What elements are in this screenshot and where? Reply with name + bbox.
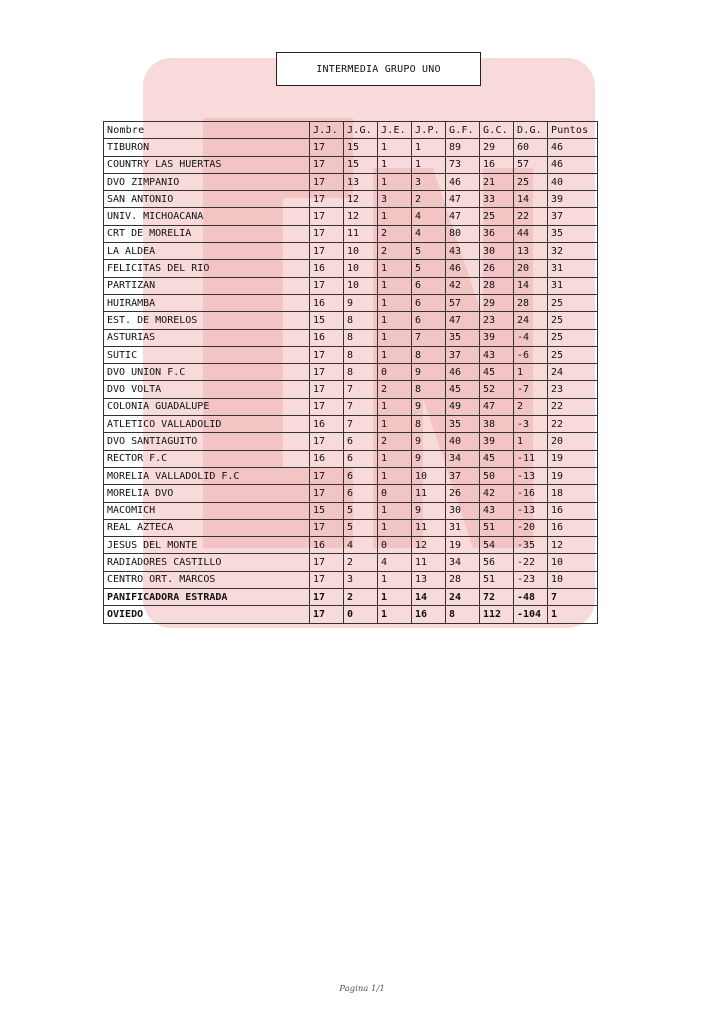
stat-cell: 31 — [548, 277, 598, 294]
stat-cell: 1 — [378, 208, 412, 225]
table-row — [104, 554, 598, 571]
stat-cell: 2 — [378, 225, 412, 242]
stat-cell: 72 — [480, 589, 514, 606]
stat-cell: -35 — [514, 537, 548, 554]
team-name-cell: PANIFICADORA ESTRADA — [104, 589, 310, 606]
stat-cell: 35 — [446, 416, 480, 433]
team-name-cell: DVO SANTIAGUITO — [104, 433, 310, 450]
stat-cell: 28 — [446, 571, 480, 588]
stat-cell: 32 — [548, 243, 598, 260]
stat-cell: 6 — [412, 277, 446, 294]
stat-cell: 30 — [446, 502, 480, 519]
stat-cell: 12 — [344, 191, 378, 208]
standings-table — [103, 121, 598, 624]
stat-cell: 31 — [446, 519, 480, 536]
stat-cell: 14 — [514, 191, 548, 208]
stat-cell: 10 — [548, 571, 598, 588]
stat-cell: 46 — [446, 173, 480, 190]
stat-cell: 73 — [446, 156, 480, 173]
stat-cell: 17 — [310, 589, 344, 606]
stat-cell: 25 — [480, 208, 514, 225]
stat-cell: 47 — [446, 312, 480, 329]
stat-cell: 40 — [548, 173, 598, 190]
stat-cell: -11 — [514, 450, 548, 467]
stat-cell: 6 — [412, 294, 446, 311]
stat-cell: 17 — [310, 606, 344, 623]
stat-cell: 22 — [548, 398, 598, 415]
column-header: Puntos — [548, 122, 598, 139]
stat-cell: 0 — [378, 364, 412, 381]
stat-cell: 13 — [514, 243, 548, 260]
stat-cell: 60 — [514, 139, 548, 156]
table-body — [104, 139, 598, 623]
stat-cell: 1 — [378, 450, 412, 467]
stat-cell: 16 — [480, 156, 514, 173]
stat-cell: -3 — [514, 416, 548, 433]
stat-cell: 7 — [412, 329, 446, 346]
stat-cell: 7 — [344, 381, 378, 398]
stat-cell: -48 — [514, 589, 548, 606]
stat-cell: 1 — [412, 156, 446, 173]
stat-cell: 13 — [412, 571, 446, 588]
stat-cell: 1 — [378, 502, 412, 519]
table-row — [104, 398, 598, 415]
stat-cell: 17 — [310, 225, 344, 242]
stat-cell: 17 — [310, 346, 344, 363]
stat-cell: 24 — [548, 364, 598, 381]
stat-cell: 9 — [412, 502, 446, 519]
stat-cell: -20 — [514, 519, 548, 536]
stat-cell: 22 — [514, 208, 548, 225]
stat-cell: 38 — [480, 416, 514, 433]
table-row — [104, 329, 598, 346]
stat-cell: 46 — [446, 364, 480, 381]
table-row — [104, 433, 598, 450]
stat-cell: 10 — [344, 260, 378, 277]
stat-cell: 89 — [446, 139, 480, 156]
stat-cell: 11 — [412, 485, 446, 502]
stat-cell: 45 — [480, 450, 514, 467]
stat-cell: 56 — [480, 554, 514, 571]
stat-cell: 21 — [480, 173, 514, 190]
stat-cell: 17 — [310, 467, 344, 484]
stat-cell: 0 — [378, 537, 412, 554]
stat-cell: -4 — [514, 329, 548, 346]
team-name-cell: HUIRAMBA — [104, 294, 310, 311]
stat-cell: 1 — [378, 294, 412, 311]
stat-cell: 30 — [480, 243, 514, 260]
stat-cell: 2 — [344, 589, 378, 606]
stat-cell: 24 — [514, 312, 548, 329]
stat-cell: 17 — [310, 208, 344, 225]
stat-cell: 5 — [344, 502, 378, 519]
stat-cell: 8 — [344, 346, 378, 363]
stat-cell: 51 — [480, 519, 514, 536]
stat-cell: 4 — [412, 225, 446, 242]
stat-cell: 112 — [480, 606, 514, 623]
team-name-cell: LA ALDEA — [104, 243, 310, 260]
stat-cell: 10 — [548, 554, 598, 571]
stat-cell: -16 — [514, 485, 548, 502]
stat-cell: 45 — [480, 364, 514, 381]
table-row — [104, 416, 598, 433]
table-row — [104, 381, 598, 398]
stat-cell: 12 — [548, 537, 598, 554]
team-name-cell: DVO ZIMPANIO — [104, 173, 310, 190]
stat-cell: 17 — [310, 243, 344, 260]
stat-cell: 1 — [378, 467, 412, 484]
stat-cell: 1 — [378, 416, 412, 433]
stat-cell: 15 — [344, 139, 378, 156]
team-name-cell: EST. DE MORELOS — [104, 312, 310, 329]
stat-cell: 2 — [514, 398, 548, 415]
stat-cell: 35 — [548, 225, 598, 242]
stat-cell: 49 — [446, 398, 480, 415]
stat-cell: 17 — [310, 433, 344, 450]
stat-cell: 11 — [344, 225, 378, 242]
stat-cell: 0 — [378, 485, 412, 502]
stat-cell: 1 — [378, 606, 412, 623]
stat-cell: 16 — [310, 329, 344, 346]
column-header: J.E. — [378, 122, 412, 139]
table-row — [104, 364, 598, 381]
stat-cell: 17 — [310, 554, 344, 571]
team-name-cell: ASTURIAS — [104, 329, 310, 346]
stat-cell: 2 — [378, 243, 412, 260]
table-row — [104, 537, 598, 554]
column-header: J.P. — [412, 122, 446, 139]
table-row — [104, 173, 598, 190]
column-header: J.J. — [310, 122, 344, 139]
stat-cell: 37 — [446, 467, 480, 484]
stat-cell: 0 — [344, 606, 378, 623]
team-name-cell: TIBURON — [104, 139, 310, 156]
stat-cell: 10 — [412, 467, 446, 484]
column-header: G.F. — [446, 122, 480, 139]
stat-cell: 15 — [310, 312, 344, 329]
stat-cell: 45 — [446, 381, 480, 398]
stat-cell: -23 — [514, 571, 548, 588]
stat-cell: 42 — [480, 485, 514, 502]
stat-cell: 1 — [378, 312, 412, 329]
stat-cell: 16 — [412, 606, 446, 623]
team-name-cell: JESUS DEL MONTE — [104, 537, 310, 554]
table-row — [104, 450, 598, 467]
team-name-cell: RECTOR F.C — [104, 450, 310, 467]
team-name-cell: CRT DE MORELIA — [104, 225, 310, 242]
stat-cell: 34 — [446, 554, 480, 571]
stat-cell: 1 — [378, 398, 412, 415]
table-row — [104, 502, 598, 519]
stat-cell: 5 — [412, 243, 446, 260]
stat-cell: 28 — [514, 294, 548, 311]
stat-cell: 2 — [378, 381, 412, 398]
stat-cell: 25 — [548, 329, 598, 346]
stat-cell: 3 — [378, 191, 412, 208]
stat-cell: 19 — [548, 467, 598, 484]
stat-cell: 6 — [344, 485, 378, 502]
stat-cell: 12 — [412, 537, 446, 554]
column-header: Nombre — [104, 122, 310, 139]
stat-cell: 17 — [310, 398, 344, 415]
stat-cell: 44 — [514, 225, 548, 242]
stat-cell: 5 — [344, 519, 378, 536]
stat-cell: 20 — [514, 260, 548, 277]
stat-cell: 7 — [548, 589, 598, 606]
stat-cell: 29 — [480, 294, 514, 311]
stat-cell: 13 — [344, 173, 378, 190]
stat-cell: 9 — [412, 364, 446, 381]
stat-cell: 9 — [344, 294, 378, 311]
stat-cell: 16 — [310, 450, 344, 467]
stat-cell: 25 — [548, 346, 598, 363]
stat-cell: 20 — [548, 433, 598, 450]
stat-cell: 16 — [310, 260, 344, 277]
team-name-cell: UNIV. MICHOACANA — [104, 208, 310, 225]
stat-cell: 2 — [412, 191, 446, 208]
stat-cell: 15 — [344, 156, 378, 173]
column-header: G.C. — [480, 122, 514, 139]
stat-cell: 6 — [412, 312, 446, 329]
stat-cell: 1 — [514, 433, 548, 450]
stat-cell: 31 — [548, 260, 598, 277]
stat-cell: 39 — [548, 191, 598, 208]
table-row — [104, 485, 598, 502]
stat-cell: 6 — [344, 433, 378, 450]
stat-cell: 6 — [344, 467, 378, 484]
table-row — [104, 606, 598, 623]
table-row — [104, 139, 598, 156]
stat-cell: 8 — [412, 346, 446, 363]
team-name-cell: DVO UNION F.C — [104, 364, 310, 381]
team-name-cell: OVIEDO — [104, 606, 310, 623]
team-name-cell: MORELIA VALLADOLID F.C — [104, 467, 310, 484]
stat-cell: 34 — [446, 450, 480, 467]
stat-cell: 16 — [310, 294, 344, 311]
team-name-cell: SAN ANTONIO — [104, 191, 310, 208]
stat-cell: 9 — [412, 450, 446, 467]
stat-cell: 8 — [412, 416, 446, 433]
page-footer: Pagina 1/1 — [339, 984, 385, 994]
stat-cell: 1 — [412, 139, 446, 156]
table-row — [104, 191, 598, 208]
stat-cell: 33 — [480, 191, 514, 208]
stat-cell: 16 — [548, 502, 598, 519]
column-header: J.G. — [344, 122, 378, 139]
stat-cell: 1 — [378, 519, 412, 536]
stat-cell: 43 — [480, 502, 514, 519]
table-row — [104, 156, 598, 173]
stat-cell: 80 — [446, 225, 480, 242]
stat-cell: 24 — [446, 589, 480, 606]
stat-cell: 36 — [480, 225, 514, 242]
team-name-cell: MACOMICH — [104, 502, 310, 519]
team-name-cell: SUTIC — [104, 346, 310, 363]
stat-cell: 4 — [344, 537, 378, 554]
stat-cell: 9 — [412, 398, 446, 415]
stat-cell: 11 — [412, 519, 446, 536]
stat-cell: 9 — [412, 433, 446, 450]
stat-cell: 4 — [412, 208, 446, 225]
team-name-cell: MORELIA DVO — [104, 485, 310, 502]
table-row — [104, 225, 598, 242]
table-row — [104, 260, 598, 277]
table-row — [104, 571, 598, 588]
stat-cell: 10 — [344, 243, 378, 260]
stat-cell: 43 — [480, 346, 514, 363]
stat-cell: 3 — [412, 173, 446, 190]
stat-cell: 8 — [344, 364, 378, 381]
stat-cell: 8 — [446, 606, 480, 623]
team-name-cell: COLONIA GUADALUPE — [104, 398, 310, 415]
stat-cell: 47 — [480, 398, 514, 415]
stat-cell: 29 — [480, 139, 514, 156]
stat-cell: 1 — [378, 260, 412, 277]
stat-cell: 3 — [344, 571, 378, 588]
stat-cell: 51 — [480, 571, 514, 588]
team-name-cell: PARTIZAN — [104, 277, 310, 294]
page-title: INTERMEDIA GRUPO UNO — [276, 52, 481, 86]
stat-cell: 17 — [310, 364, 344, 381]
stat-cell: -104 — [514, 606, 548, 623]
table-row — [104, 312, 598, 329]
stat-cell: 1 — [378, 589, 412, 606]
stat-cell: 1 — [548, 606, 598, 623]
team-name-cell: REAL AZTECA — [104, 519, 310, 536]
stat-cell: 57 — [514, 156, 548, 173]
stat-cell: 42 — [446, 277, 480, 294]
stat-cell: 2 — [378, 433, 412, 450]
stat-cell: 26 — [446, 485, 480, 502]
stat-cell: 8 — [344, 329, 378, 346]
stat-cell: -13 — [514, 502, 548, 519]
team-name-cell: FELICITAS DEL RIO — [104, 260, 310, 277]
stat-cell: 17 — [310, 173, 344, 190]
team-name-cell: ATLETICO VALLADOLID — [104, 416, 310, 433]
stat-cell: 39 — [480, 329, 514, 346]
stat-cell: 40 — [446, 433, 480, 450]
stat-cell: 10 — [344, 277, 378, 294]
stat-cell: 25 — [548, 312, 598, 329]
stat-cell: 5 — [412, 260, 446, 277]
table-row — [104, 467, 598, 484]
table-row — [104, 519, 598, 536]
table-row — [104, 294, 598, 311]
stat-cell: -6 — [514, 346, 548, 363]
stat-cell: 6 — [344, 450, 378, 467]
stat-cell: 17 — [310, 381, 344, 398]
stat-cell: 15 — [310, 502, 344, 519]
stat-cell: 4 — [378, 554, 412, 571]
stat-cell: -7 — [514, 381, 548, 398]
team-name-cell: RADIADORES CASTILLO — [104, 554, 310, 571]
table-row — [104, 243, 598, 260]
stat-cell: 47 — [446, 191, 480, 208]
stat-cell: 46 — [446, 260, 480, 277]
stat-cell: 1 — [378, 329, 412, 346]
stat-cell: 17 — [310, 191, 344, 208]
stat-cell: 43 — [446, 243, 480, 260]
stat-cell: 57 — [446, 294, 480, 311]
stat-cell: 28 — [480, 277, 514, 294]
stat-cell: 26 — [480, 260, 514, 277]
stat-cell: 16 — [310, 416, 344, 433]
stat-cell: 12 — [344, 208, 378, 225]
team-name-cell: DVO VOLTA — [104, 381, 310, 398]
stat-cell: 52 — [480, 381, 514, 398]
stat-cell: 7 — [344, 416, 378, 433]
stat-cell: 19 — [548, 450, 598, 467]
stat-cell: 1 — [378, 277, 412, 294]
stat-cell: 23 — [480, 312, 514, 329]
column-header: D.G. — [514, 122, 548, 139]
stat-cell: 22 — [548, 416, 598, 433]
stat-cell: 54 — [480, 537, 514, 554]
team-name-cell: CENTRO ORT. MARCOS — [104, 571, 310, 588]
stat-cell: 18 — [548, 485, 598, 502]
stat-cell: 17 — [310, 571, 344, 588]
stat-cell: 14 — [514, 277, 548, 294]
stat-cell: 8 — [344, 312, 378, 329]
stat-cell: 1 — [378, 156, 412, 173]
stat-cell: 46 — [548, 156, 598, 173]
table-row — [104, 589, 598, 606]
table-row — [104, 277, 598, 294]
stat-cell: 17 — [310, 277, 344, 294]
table-header-row — [104, 122, 598, 139]
stat-cell: 35 — [446, 329, 480, 346]
table-row — [104, 208, 598, 225]
stat-cell: 25 — [548, 294, 598, 311]
stat-cell: 17 — [310, 519, 344, 536]
stat-cell: 14 — [412, 589, 446, 606]
stat-cell: 1 — [378, 346, 412, 363]
stat-cell: 47 — [446, 208, 480, 225]
stat-cell: 16 — [310, 537, 344, 554]
stat-cell: 2 — [344, 554, 378, 571]
stat-cell: 1 — [514, 364, 548, 381]
stat-cell: 17 — [310, 485, 344, 502]
stat-cell: 16 — [548, 519, 598, 536]
stat-cell: 17 — [310, 156, 344, 173]
team-name-cell: COUNTRY LAS HUERTAS — [104, 156, 310, 173]
stat-cell: 39 — [480, 433, 514, 450]
stat-cell: 19 — [446, 537, 480, 554]
stat-cell: 23 — [548, 381, 598, 398]
stat-cell: 25 — [514, 173, 548, 190]
stat-cell: 1 — [378, 173, 412, 190]
stat-cell: 1 — [378, 139, 412, 156]
table-row — [104, 346, 598, 363]
stat-cell: 7 — [344, 398, 378, 415]
stat-cell: 50 — [480, 467, 514, 484]
stat-cell: 1 — [378, 571, 412, 588]
stat-cell: -22 — [514, 554, 548, 571]
stat-cell: -13 — [514, 467, 548, 484]
stat-cell: 17 — [310, 139, 344, 156]
stat-cell: 46 — [548, 139, 598, 156]
stat-cell: 11 — [412, 554, 446, 571]
stat-cell: 37 — [548, 208, 598, 225]
stat-cell: 37 — [446, 346, 480, 363]
stat-cell: 8 — [412, 381, 446, 398]
